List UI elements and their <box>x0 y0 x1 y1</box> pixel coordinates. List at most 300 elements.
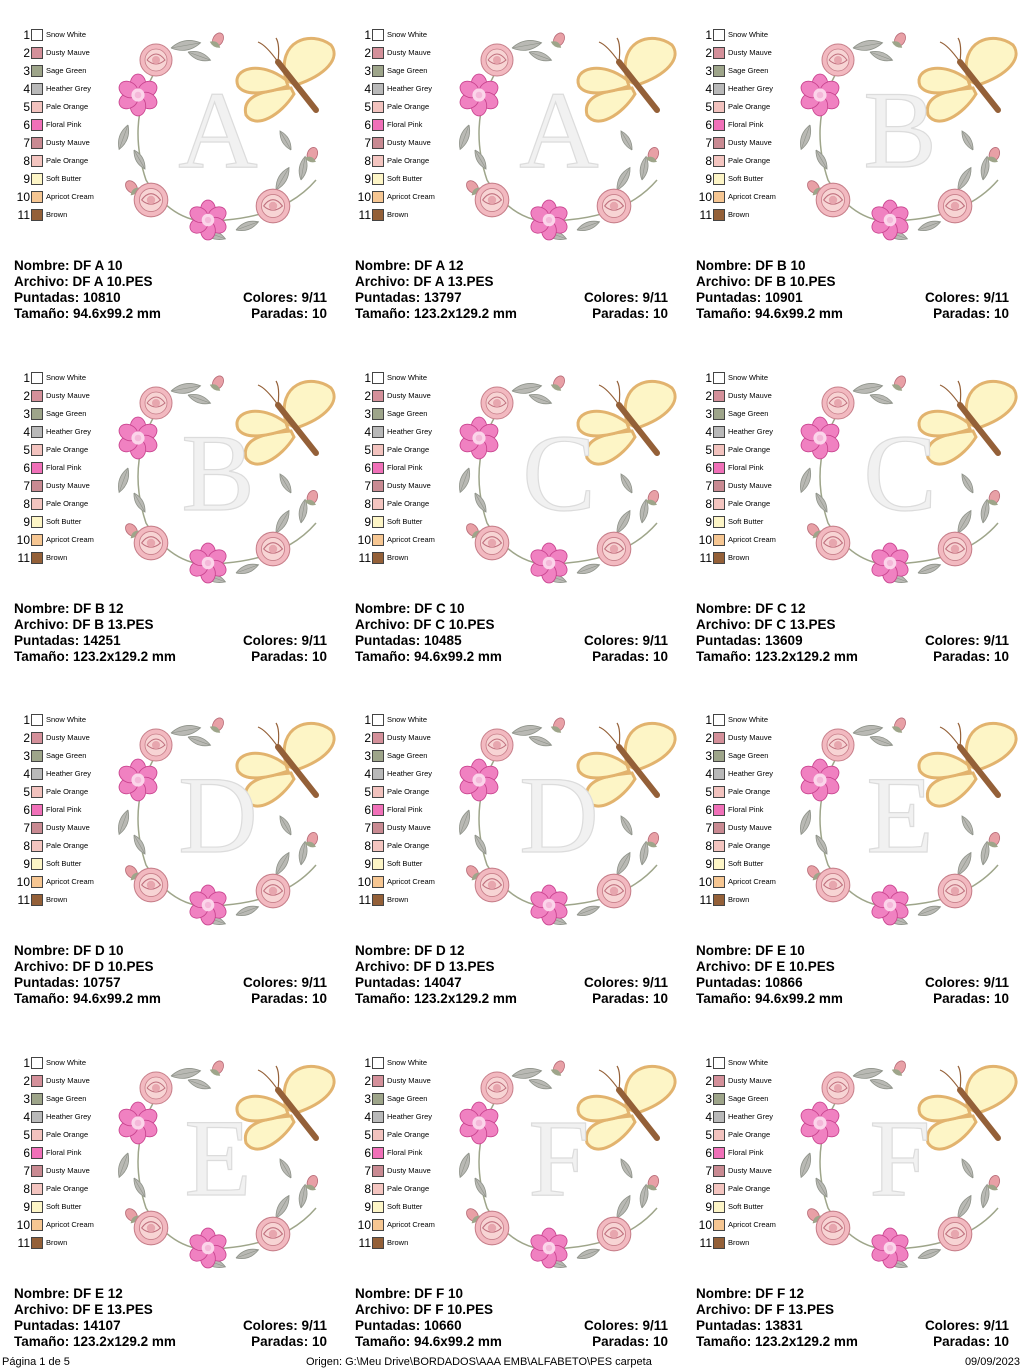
thread-swatch <box>31 498 43 510</box>
thread-number: 4 <box>364 82 371 96</box>
thread-number: 4 <box>705 82 712 96</box>
color-count: 9/11 <box>983 290 1009 305</box>
thread-swatch <box>372 1219 384 1231</box>
thread-number: 9 <box>364 172 371 186</box>
nombre-label: Nombre: <box>355 1286 411 1301</box>
paradas-label: Paradas: <box>592 1334 650 1349</box>
thread-color-item <box>692 477 802 495</box>
thread-number: 2 <box>23 46 30 60</box>
thread-color-item <box>10 531 120 549</box>
thread-number: 11 <box>358 893 371 907</box>
thread-color-item <box>692 1108 802 1126</box>
thread-swatch <box>31 47 43 59</box>
archivo-label: Archivo: <box>14 1302 69 1317</box>
thread-number: 2 <box>705 389 712 403</box>
design-card <box>682 685 1023 1027</box>
thread-number: 6 <box>23 118 30 132</box>
thread-swatch <box>713 426 725 438</box>
thread-swatch <box>372 498 384 510</box>
thread-number: 10 <box>698 1218 712 1232</box>
thread-name: Snow White <box>728 373 769 382</box>
thread-number: 3 <box>23 1092 30 1106</box>
thread-name: Soft Butter <box>728 859 764 868</box>
thread-name: Pale Orange <box>728 445 771 454</box>
thread-swatch <box>31 894 43 906</box>
thread-swatch <box>713 1165 725 1177</box>
stitch-count: 14107 <box>83 1318 121 1333</box>
thread-swatch <box>713 173 725 185</box>
thread-color-item <box>351 495 461 513</box>
design-file: DF B 10.PES <box>754 274 836 289</box>
thread-color-item <box>351 549 461 567</box>
thread-number: 3 <box>23 64 30 78</box>
thread-swatch <box>372 426 384 438</box>
stitch-count: 13797 <box>424 290 462 305</box>
design-info <box>14 258 327 322</box>
thread-swatch <box>31 1075 43 1087</box>
thread-color-item <box>351 441 461 459</box>
colores-label: Colores: <box>242 633 298 648</box>
thread-number: 6 <box>705 118 712 132</box>
thread-color-item <box>692 711 802 729</box>
thread-name: Heather Grey <box>387 427 433 436</box>
thread-swatch <box>31 768 43 780</box>
thread-color-item <box>351 387 461 405</box>
thread-name: Snow White <box>728 1058 769 1067</box>
thread-color-item <box>692 1126 802 1144</box>
thread-number: 7 <box>364 479 371 493</box>
thread-color-item <box>10 1234 120 1252</box>
thread-color-item <box>10 1180 120 1198</box>
thread-name: Pale Orange <box>387 156 430 165</box>
thread-number: 8 <box>364 497 371 511</box>
nombre-label: Nombre: <box>696 258 752 273</box>
thread-color-item <box>10 1126 120 1144</box>
design-file: DF A 10.PES <box>72 274 153 289</box>
colores-label: Colores: <box>583 1318 639 1333</box>
thread-number: 1 <box>23 28 30 42</box>
design-info <box>355 258 668 322</box>
thread-swatch <box>372 822 384 834</box>
thread-number: 4 <box>23 425 30 439</box>
thread-color-item <box>692 819 802 837</box>
design-name: DF B 12 <box>73 601 124 616</box>
thread-name: Pale Orange <box>728 1130 771 1139</box>
thread-name: Apricot Cream <box>728 535 776 544</box>
thread-number: 10 <box>16 533 30 547</box>
design-file: DF C 10.PES <box>413 617 495 632</box>
thread-swatch <box>31 408 43 420</box>
thread-swatch <box>372 840 384 852</box>
thread-color-item <box>351 1144 461 1162</box>
thread-name: Soft Butter <box>387 859 423 868</box>
thread-swatch <box>713 1111 725 1123</box>
thread-name: Dusty Mauve <box>387 391 431 400</box>
colores-label: Colores: <box>583 290 639 305</box>
thread-number: 10 <box>357 190 371 204</box>
stitch-count: 14047 <box>424 975 462 990</box>
thread-name: Dusty Mauve <box>728 391 772 400</box>
thread-swatch <box>372 1129 384 1141</box>
thread-swatch <box>713 804 725 816</box>
thread-swatch <box>31 101 43 113</box>
tamano-label: Tamaño: <box>355 1334 411 1349</box>
archivo-label: Archivo: <box>14 274 69 289</box>
thread-number: 8 <box>705 154 712 168</box>
thread-number: 7 <box>705 136 712 150</box>
stop-count: 10 <box>311 1334 327 1349</box>
thread-color-item <box>692 387 802 405</box>
thread-number: 9 <box>705 515 712 529</box>
paradas-label: Paradas: <box>933 1334 991 1349</box>
thread-color-item <box>10 729 120 747</box>
design-file: DF D 13.PES <box>413 959 495 974</box>
thread-color-item <box>692 747 802 765</box>
thread-swatch <box>31 1129 43 1141</box>
thread-number: 1 <box>705 371 712 385</box>
thread-swatch <box>31 714 43 726</box>
thread-swatch <box>31 155 43 167</box>
thread-name: Dusty Mauve <box>728 1166 772 1175</box>
design-card <box>341 0 682 342</box>
thread-swatch <box>372 894 384 906</box>
archivo-label: Archivo: <box>355 617 410 632</box>
thread-name: Floral Pink <box>46 120 82 129</box>
thread-name: Soft Butter <box>728 517 764 526</box>
thread-color-item <box>351 80 461 98</box>
design-size: 123.2x129.2 mm <box>414 306 517 321</box>
thread-swatch <box>372 1057 384 1069</box>
thread-color-list <box>10 1054 120 1252</box>
thread-swatch <box>713 714 725 726</box>
thread-color-item <box>692 1162 802 1180</box>
thread-swatch <box>713 876 725 888</box>
thread-swatch <box>31 822 43 834</box>
monogram-letter: E <box>184 1097 252 1219</box>
puntadas-label: Puntadas: <box>696 633 762 648</box>
thread-color-item <box>351 188 461 206</box>
thread-number: 11 <box>17 551 30 565</box>
thread-name: Snow White <box>46 373 87 382</box>
design-name: DF B 10 <box>755 258 806 273</box>
thread-number: 8 <box>23 497 30 511</box>
thread-name: Floral Pink <box>728 1148 764 1157</box>
paradas-label: Paradas: <box>251 649 309 664</box>
thread-color-item <box>10 62 120 80</box>
thread-name: Pale Orange <box>387 841 430 850</box>
thread-swatch <box>31 786 43 798</box>
design-info <box>696 1286 1009 1350</box>
thread-color-item <box>351 1126 461 1144</box>
thread-color-item <box>692 729 802 747</box>
thread-number: 4 <box>364 767 371 781</box>
thread-number: 3 <box>364 1092 371 1106</box>
thread-name: Brown <box>46 210 68 219</box>
thread-color-item <box>692 369 802 387</box>
thread-number: 7 <box>705 1164 712 1178</box>
tamano-label: Tamaño: <box>355 306 411 321</box>
thread-color-item <box>692 765 802 783</box>
tamano-label: Tamaño: <box>696 649 752 664</box>
thread-color-item <box>10 819 120 837</box>
thread-swatch <box>372 83 384 95</box>
design-info <box>355 943 668 1007</box>
design-info <box>14 601 327 665</box>
thread-swatch <box>713 137 725 149</box>
thread-color-item <box>692 26 802 44</box>
colores-label: Colores: <box>924 975 980 990</box>
thread-swatch <box>31 137 43 149</box>
tamano-label: Tamaño: <box>355 649 411 664</box>
thread-name: Brown <box>387 210 409 219</box>
thread-name: Snow White <box>387 715 428 724</box>
thread-swatch <box>713 786 725 798</box>
nombre-label: Nombre: <box>696 601 752 616</box>
thread-swatch <box>372 101 384 113</box>
tamano-label: Tamaño: <box>696 306 752 321</box>
thread-color-list <box>10 711 120 909</box>
thread-color-item <box>10 891 120 909</box>
thread-name: Apricot Cream <box>387 192 435 201</box>
design-name: DF E 10 <box>755 943 805 958</box>
thread-swatch <box>713 534 725 546</box>
thread-number: 10 <box>698 875 712 889</box>
thread-name: Pale Orange <box>387 102 430 111</box>
thread-color-item <box>692 1072 802 1090</box>
thread-number: 7 <box>364 821 371 835</box>
thread-swatch <box>372 191 384 203</box>
thread-swatch <box>31 1111 43 1123</box>
thread-color-item <box>351 1108 461 1126</box>
thread-swatch <box>713 1183 725 1195</box>
thread-number: 11 <box>17 893 30 907</box>
thread-number: 7 <box>23 136 30 150</box>
thread-name: Heather Grey <box>387 84 433 93</box>
thread-color-item <box>692 513 802 531</box>
thread-color-item <box>351 206 461 224</box>
thread-swatch <box>713 408 725 420</box>
thread-number: 6 <box>364 461 371 475</box>
thread-number: 8 <box>23 1182 30 1196</box>
color-count: 9/11 <box>642 1318 668 1333</box>
thread-swatch <box>372 119 384 131</box>
thread-color-item <box>351 1054 461 1072</box>
puntadas-label: Puntadas: <box>14 633 80 648</box>
thread-number: 4 <box>23 767 30 781</box>
thread-number: 5 <box>23 100 30 114</box>
stitch-count: 10866 <box>765 975 803 990</box>
tamano-label: Tamaño: <box>14 991 70 1006</box>
thread-name: Heather Grey <box>46 769 92 778</box>
thread-color-item <box>351 62 461 80</box>
thread-number: 4 <box>705 425 712 439</box>
design-name: DF C 12 <box>755 601 806 616</box>
thread-swatch <box>372 1165 384 1177</box>
thread-color-item <box>351 116 461 134</box>
design-size: 94.6x99.2 mm <box>755 991 843 1006</box>
thread-name: Dusty Mauve <box>387 823 431 832</box>
thread-color-item <box>692 1144 802 1162</box>
thread-number: 8 <box>23 154 30 168</box>
thread-swatch <box>713 840 725 852</box>
thread-swatch <box>31 444 43 456</box>
thread-name: Pale Orange <box>46 445 89 454</box>
thread-swatch <box>372 47 384 59</box>
thread-color-item <box>692 855 802 873</box>
thread-number: 11 <box>358 551 371 565</box>
thread-number: 4 <box>705 1110 712 1124</box>
thread-name: Brown <box>728 210 750 219</box>
thread-color-item <box>692 549 802 567</box>
thread-number: 10 <box>357 875 371 889</box>
thread-color-item <box>10 116 120 134</box>
thread-number: 5 <box>705 1128 712 1142</box>
design-file: DF C 13.PES <box>754 617 836 632</box>
thread-swatch <box>372 876 384 888</box>
design-card <box>682 343 1023 685</box>
thread-name: Heather Grey <box>728 427 774 436</box>
thread-swatch <box>713 155 725 167</box>
thread-swatch <box>31 426 43 438</box>
thread-swatch <box>713 552 725 564</box>
design-name: DF A 10 <box>73 258 123 273</box>
thread-swatch <box>372 804 384 816</box>
design-info <box>355 601 668 665</box>
thread-swatch <box>713 732 725 744</box>
stop-count: 10 <box>993 991 1009 1006</box>
thread-swatch <box>372 1093 384 1105</box>
thread-color-list <box>351 1054 461 1252</box>
thread-swatch <box>372 137 384 149</box>
thread-number: 7 <box>364 136 371 150</box>
colores-label: Colores: <box>242 290 298 305</box>
thread-number: 1 <box>705 1056 712 1070</box>
thread-color-list <box>351 26 461 224</box>
thread-swatch <box>713 444 725 456</box>
thread-swatch <box>372 480 384 492</box>
thread-color-item <box>10 459 120 477</box>
design-size: 94.6x99.2 mm <box>73 306 161 321</box>
stitch-count: 10810 <box>83 290 121 305</box>
color-count: 9/11 <box>983 975 1009 990</box>
monogram-letter: D <box>178 754 258 876</box>
thread-number: 3 <box>23 407 30 421</box>
thread-number: 11 <box>699 551 712 565</box>
thread-color-item <box>692 801 802 819</box>
thread-number: 9 <box>364 857 371 871</box>
thread-number: 3 <box>705 749 712 763</box>
thread-name: Pale Orange <box>46 102 89 111</box>
archivo-label: Archivo: <box>696 1302 751 1317</box>
thread-swatch <box>31 480 43 492</box>
thread-swatch <box>372 1237 384 1249</box>
paradas-label: Paradas: <box>933 649 991 664</box>
thread-name: Soft Butter <box>387 1202 423 1211</box>
thread-name: Soft Butter <box>46 517 82 526</box>
design-name: DF E 12 <box>73 1286 123 1301</box>
thread-number: 6 <box>23 803 30 817</box>
thread-number: 7 <box>364 1164 371 1178</box>
design-card <box>0 1028 341 1370</box>
thread-name: Sage Green <box>46 1094 87 1103</box>
thread-name: Dusty Mauve <box>728 481 772 490</box>
thread-swatch <box>713 390 725 402</box>
thread-name: Heather Grey <box>46 84 92 93</box>
thread-number: 1 <box>364 28 371 42</box>
thread-color-item <box>10 1216 120 1234</box>
thread-name: Pale Orange <box>387 1184 430 1193</box>
thread-swatch <box>372 462 384 474</box>
thread-color-list <box>351 711 461 909</box>
thread-name: Soft Butter <box>46 174 82 183</box>
thread-color-item <box>351 1090 461 1108</box>
thread-number: 5 <box>23 1128 30 1142</box>
thread-name: Pale Orange <box>728 102 771 111</box>
thread-name: Pale Orange <box>728 841 771 850</box>
colores-label: Colores: <box>242 1318 298 1333</box>
thread-number: 11 <box>699 893 712 907</box>
embroidery-design-preview <box>457 30 677 250</box>
print-date: 09/09/2023 <box>964 1356 1020 1368</box>
thread-number: 9 <box>23 172 30 186</box>
thread-name: Sage Green <box>728 66 769 75</box>
thread-swatch <box>713 1057 725 1069</box>
thread-color-item <box>10 369 120 387</box>
thread-name: Floral Pink <box>387 805 423 814</box>
nombre-label: Nombre: <box>14 943 70 958</box>
thread-swatch <box>31 1183 43 1195</box>
thread-name: Soft Butter <box>387 174 423 183</box>
thread-number: 10 <box>357 533 371 547</box>
design-info <box>696 943 1009 1007</box>
thread-swatch <box>372 444 384 456</box>
thread-color-item <box>692 1198 802 1216</box>
stop-count: 10 <box>311 649 327 664</box>
archivo-label: Archivo: <box>696 274 751 289</box>
colores-label: Colores: <box>924 633 980 648</box>
thread-name: Pale Orange <box>728 156 771 165</box>
thread-name: Dusty Mauve <box>728 1076 772 1085</box>
thread-name: Snow White <box>728 715 769 724</box>
thread-swatch <box>31 209 43 221</box>
puntadas-label: Puntadas: <box>14 1318 80 1333</box>
thread-name: Soft Butter <box>46 859 82 868</box>
thread-number: 5 <box>364 443 371 457</box>
thread-swatch <box>713 516 725 528</box>
design-name: DF F 12 <box>755 1286 805 1301</box>
thread-swatch <box>372 1147 384 1159</box>
paradas-label: Paradas: <box>592 991 650 1006</box>
stop-count: 10 <box>652 1334 668 1349</box>
thread-color-item <box>10 747 120 765</box>
thread-color-list <box>692 1054 802 1252</box>
design-size: 94.6x99.2 mm <box>414 649 502 664</box>
thread-color-item <box>351 729 461 747</box>
thread-name: Apricot Cream <box>387 1220 435 1229</box>
thread-name: Brown <box>387 1238 409 1247</box>
thread-color-item <box>351 459 461 477</box>
thread-color-item <box>692 1180 802 1198</box>
monogram-letter: D <box>519 754 599 876</box>
thread-color-item <box>10 1054 120 1072</box>
thread-name: Dusty Mauve <box>46 1076 90 1085</box>
puntadas-label: Puntadas: <box>696 1318 762 1333</box>
thread-color-item <box>351 819 461 837</box>
thread-swatch <box>713 480 725 492</box>
thread-name: Pale Orange <box>728 1184 771 1193</box>
thread-color-item <box>692 441 802 459</box>
thread-name: Dusty Mauve <box>387 1076 431 1085</box>
